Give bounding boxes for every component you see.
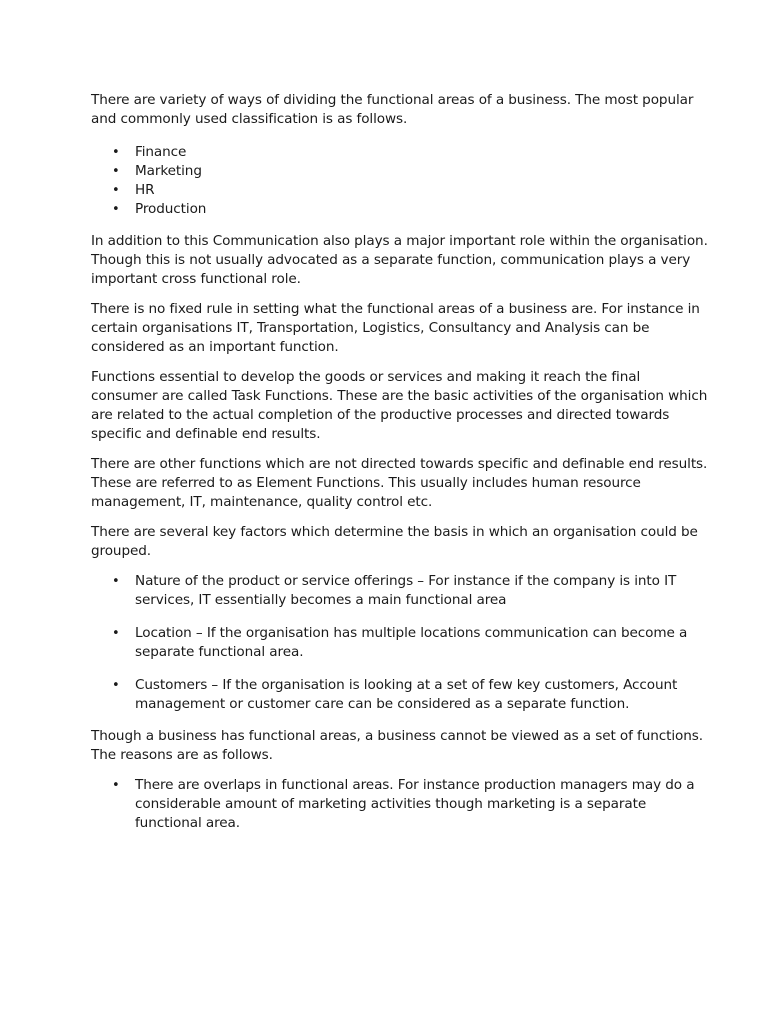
list-item: • There are overlaps in functional areas. For instance production managers may do a considerable amount of marketing activities though marketing is a separate functional area. xyxy=(91,776,708,833)
list-item: • Production xyxy=(91,200,708,219)
functional-areas-list xyxy=(91,143,708,219)
intro-paragraph: There are variety of ways of dividing the functional areas of a business. The most popular and commonly used classification is as follows. xyxy=(91,92,694,127)
list-item: • Marketing xyxy=(91,162,708,181)
set-of-functions-paragraph: Though a business has functional areas, a business cannot be viewed as a set of functions. The reasons are as follows. xyxy=(91,728,703,763)
list-item: • Finance xyxy=(91,143,708,162)
reasons-list xyxy=(91,776,708,833)
communication-paragraph: In addition to this Communication also plays a major important role within the organisation. Though this is not usually advocated as a separate function, communication plays a very important cross functional role. xyxy=(91,233,708,287)
list-item: • Customers – If the organisation is looking at a set of few key customers, Account management or customer care can be considered as a separate function. xyxy=(91,676,708,714)
key-factors-list xyxy=(91,572,708,714)
no-fixed-rule-paragraph: There is no fixed rule in setting what the functional areas of a business are. For instance in certain organisations IT, Transportation, Logistics, Consultancy and Analysis can be considered as an important function. xyxy=(91,301,700,355)
task-functions-paragraph: Functions essential to develop the goods or services and making it reach the final consumer are called Task Functions. These are the basic activities of the organisation which are related to the actual completion of the productive processes and directed towards specific and definable end results. xyxy=(91,369,708,442)
list-item: • Nature of the product or service offerings – For instance if the company is into IT services, IT essentially becomes a main functional area xyxy=(91,572,708,610)
list-item: • HR xyxy=(91,181,708,200)
key-factors-paragraph: There are several key factors which determine the basis in which an organisation could be grouped. xyxy=(91,524,698,559)
list-item: • Location – If the organisation has multiple locations communication can become a separate functional area. xyxy=(91,624,708,662)
element-functions-paragraph: There are other functions which are not directed towards specific and definable end results. These are referred to as Element Functions. This usually includes human resource management, IT, maintenance, quality control etc. xyxy=(91,456,708,510)
